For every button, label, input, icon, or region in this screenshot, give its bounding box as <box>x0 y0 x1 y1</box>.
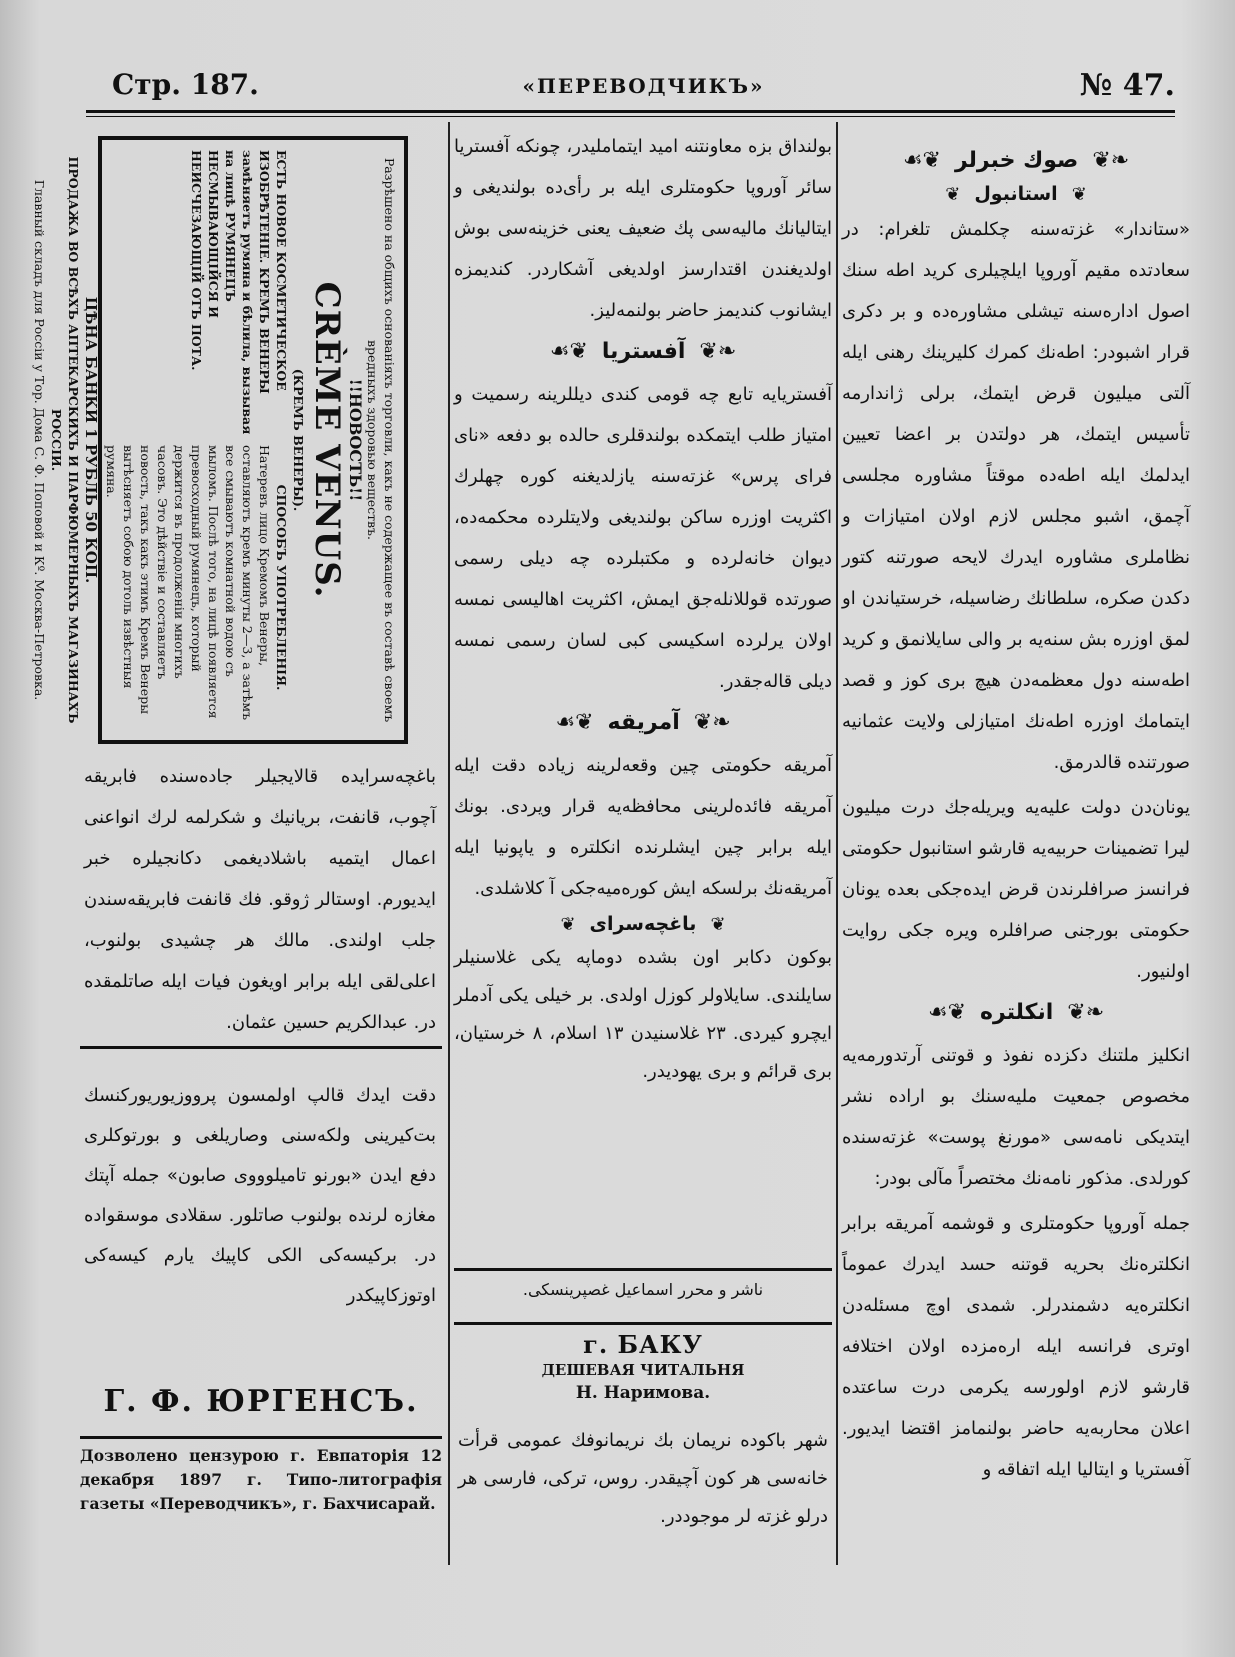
ad-product-name: CRÈME VENUS. <box>307 281 347 599</box>
ornament-icon: ❧❦ <box>699 339 737 364</box>
heading-austria-text: آفستریا <box>601 339 686 364</box>
heading-istanbul <box>842 183 1190 205</box>
america-paragraph: آمریقه حکومتی چین وقعه‌لرینه زیاده دقت ایله آمریقه فائده‌لرینی محافظه‌یه قرار ویردی. بونك ایله برابر چین ایشلرنده انکلتره و یاپونیا ایله آمریقه‌نك برلسکه ایش کوره‌میه‌جکی آ کلاشلدی. <box>454 755 832 899</box>
heading-bakhchisaray <box>454 913 832 935</box>
baku-reading-room-ad <box>454 1330 832 1405</box>
middle-separator-1 <box>454 1268 832 1271</box>
heading-istanbul-text: استانبول <box>974 183 1058 205</box>
intro-paragraph: بولنداق بزه معاونتنه امید ایتماملیدر، چونکه آفستریا سائر آوروپا حکومتلری ایله بر رأی‌ده بولندیغی و ایتالیانك مالیه‌سی پك ضعیف یعنی خزینه‌سی بوش اولدیغندن اقتدارسز اولدیغی آشکاردر. کندیمزه ایشانوب کندیمز حاضر بولنمه‌لیز. <box>454 136 832 321</box>
ad-permission: Разрѣшено на общихъ основаніяхъ торговли, какъ не содержащее въ составѣ своемъ вредныхъ здоровью веществъ. <box>365 157 397 723</box>
soap-advertisement: دقت ایدك قالپ اولمسون پرووزیوریورکنسك بت‌کیرینی ولکه‌سنی وصاریلغی و بورتوکلری دفع ایدن «بورنو تامیلوووی صابون» جمله آپتك مغازه لرنده بولنوب صاتلور. سقلادی موسقواده در. برکیسه‌کی الکی کاپیك یارم کیسه‌کی اوتوزکاپیکدر <box>84 1085 436 1306</box>
ad-price: ЦѢНА БАНКИ 1 РУБЛЬ 50 КОП. <box>82 296 100 584</box>
heading-bakhchisaray-text: باغچه‌سرای <box>589 913 697 935</box>
heading-latest-news <box>842 148 1190 173</box>
creme-venus-advertisement <box>32 136 408 744</box>
middle-column <box>454 126 832 1567</box>
left-separator-1 <box>80 1046 442 1049</box>
heading-austria <box>454 339 832 364</box>
header-rule-thick <box>86 110 1175 113</box>
ornament-icon: ❦☙ <box>902 148 941 173</box>
istanbul-paragraph-1: «ستاندار» غزته‌سنه چکلمش تلغرام: در سعادتده مقیم آوروپا ایلچیلری کرید اطه سنك اصول اداره‌سنه تیشلی مشاوره‌ده و بر دکری قرار اشبودر: اطه‌نك کمرك کلیرینك رهنی ایله آلتی میلیون قرض ایتمك، برلی ژاندارمه تأسیس ایتمك، هر دولتدن بر اعضا تعیین ایدلمك ایله اطه‌ده موقتاً مشاوره مجلسی آچمق، اشبو مجلس لازم اولان امتیازات و نظاملری مشاوره ایدرك لایحه صورتنه کتور دکدن صکره، سلطانك رضاسیله، خرستیاندن او لمق اوزره بش سنه‌یه بر والی سایلانمق و کرید اطه‌سنه دول معظمه‌دن هیچ بری کوز و قصد ایتمامك اوزره اطه‌نك امتیازلی ولایت عثمانیه صورتنده قالدرمق. <box>842 219 1190 773</box>
baku-reading-room: ДЕШЕВАЯ ЧИТАЛЬНЯ <box>541 1361 745 1379</box>
advertiser-signature: Г. Ф. ЮРГЕНСЪ. <box>103 1384 419 1419</box>
issue-number: № 47. <box>1079 68 1175 103</box>
heading-england-text: انکلتره <box>980 1000 1054 1025</box>
ornament-icon: ❦ <box>945 183 961 205</box>
column-divider-right <box>836 122 838 1565</box>
ad-sales: ПРОДАЖА ВО ВСѢХЪ АПТЕКАРСКИХЪ И ПАРФЮМЕРНЫХЪ МАГАЗИНАХЪ РОССІИ. <box>49 156 81 724</box>
column-divider-left <box>448 122 450 1565</box>
ornament-icon: ❧❦ <box>1092 148 1130 173</box>
publisher-line: ناشر و محرر اسماعیل غصپرینسکی. <box>522 1280 764 1299</box>
istanbul-paragraph-2: یونان‌دن دولت علیه‌یه ویریله‌جك درت میلیون لیرا تضمینات حربیه‌یه قارشو استانبول حکومتی فرانسز صرافلرندن قرض ایده‌جکی بعده یونان حکومتی بورجنی صرافلره ویره جکی روایت اولنیور. <box>842 797 1190 982</box>
ad-usage <box>103 445 290 730</box>
ornament-icon: ❦☙ <box>549 339 588 364</box>
ad-usage-text: Натеревъ лицо Кремомъ Венеры, оставляютъ кремъ минуты 2—3, а затѣмъ все смываютъ комнатной водою съ мыломъ. Послѣ того, на лицѣ появляется превосходный румянецъ, который держится въ продолженіи многихъ часовъ. Это дѣйствіе и составляетъ новость, такъ какъ этимъ Кремъ Венеры вытѣсняетъ собою дотоль извѣстныя румяна. <box>104 445 272 721</box>
baku-owner: Н. Наримова. <box>575 1383 711 1403</box>
england-paragraph-2: جمله آوروپا حکومتلری و قوشمه آمریقه برابر انکلتره‌نك بحریه قوتنه حسد ایدرك عموماً انکلتره‌یه دشمندرلر. شمدی اوچ مسئله‌دن اوتری فرانسه ایله اره‌مزده اولان اختلافه قارشو لازم اولورسه یکرمی درت ساعتده اعلان محاربه‌یه حاضر بولنمامز اقتضا ایدیور. آفستریا و ایتالیا ایله اتفاقه و <box>842 1213 1190 1480</box>
ornament-icon: ❦☙ <box>555 710 594 735</box>
ornament-icon: ❦ <box>1071 183 1087 205</box>
ornament-icon: ❦ <box>560 913 576 935</box>
heading-england <box>842 1000 1190 1025</box>
page-header <box>112 64 1175 116</box>
baku-text: شهر باکوده نریمان بك نریمانوفك عمومی قرأت خانه‌سی هر کون آچیقدر. روس، ترکی، فارسی هر درلو غزته لر موجوددر. <box>458 1430 828 1527</box>
header-rule-thin <box>86 116 1175 117</box>
middle-separator-2 <box>454 1322 832 1325</box>
ornament-icon: ❧❦ <box>693 710 731 735</box>
ornament-icon: ❦ <box>710 913 726 935</box>
ad-description: ЕСТЬ НОВОЕ КОСМЕТИЧЕСКОЕ ИЗОБРѢТЕНІЕ. КРЕМЪ ВЕНЕРЫ замѣняетъ румяна и бѣлила, вызывая на лицѣ РУМЯНЕЦЪ НЕСМЫВАЮЩІЙСЯ И НЕИСЧЕЗАЮЩІЙ ОТЪ ПОТА. <box>189 150 289 435</box>
ad-text-columns <box>103 150 290 730</box>
left-separator-2 <box>80 1436 442 1439</box>
censorship-note: Дозволено цензурою г. Евпаторія 12 декабря 1897 г. Типо-литографія газеты «Переводчикъ», г. Бахчисарай. <box>80 1446 442 1513</box>
ad-warehouse: Главный складъ для Россіи у Тор. Дома С. Ф. Поповой и Кº. Москва-Петровка. <box>32 179 47 701</box>
heading-america <box>454 710 832 735</box>
right-column <box>842 126 1190 1567</box>
ornament-icon: ❧❦ <box>1067 1000 1105 1025</box>
newspaper-title: «ПЕРЕВОДЧИКЪ» <box>522 74 765 98</box>
confectionery-announcement: باغچه‌سرایده قالایجیلر جاده‌سنده فابریقه آچوب، قانفت، بریانیك و شکرلمه لرك انواعنی اعمال ایتمیه باشلادیغمی دکانجیلره خبر ایدیورم. اوستالر ژوقو. فك قانفت فابریقه‌سندن جلب اولندی. مالك هر چشیدی بولنوب، اعلی‌لقی ایله برابر اویغون فیات ایله صاتلمقده در. عبدالکریم حسین عثمان. <box>84 766 436 1033</box>
ad-novelty: !!НОВОСТЬ!! <box>346 378 365 502</box>
page-number: Стр. 187. <box>112 68 259 101</box>
ad-product-subname: (КРЕМЪ ВЕНЕРЫ). <box>291 368 306 512</box>
baku-city: г. БАКУ <box>583 1330 703 1359</box>
heading-america-text: آمریقه <box>607 710 680 735</box>
england-paragraph-1: انکلیز ملتنك دکزده نفوذ و قوتنی آرتدورمه‌یه مخصوص جمعیت ملیه‌سنك بو اراده نشر ایتدیکی نامه‌سی «مورنغ پوست» غزته‌سنده کورلدی. مذکور نامه‌نك مختصراً مآلی بودر: <box>842 1045 1190 1189</box>
austria-paragraph: آفستریایه تابع چه قومی کندی دیللرینه رسمیت و امتیاز طلب ایتمکده بولندقلری حالده بو دفعه «نای فرای پرس» غزته‌سنه یازلدیغنه کوره چهلرك اکثریت اوزره ساکن بولندیغی ولایتلرده محکمه‌ده، دیوان خانه‌لرده و مکتبلرده چه دیلی رسمی صورتده قوللانله‌جق ایمش، اکثریت اهالیسی نمسه اولان یرلرده اسکیسی کبی لسان رسمی نمسه دیلی قاله‌جقدر. <box>454 384 832 692</box>
heading-latest-news-text: صوك خبرلر <box>954 148 1079 173</box>
ad-usage-title: СПОСОБЪ УПОТРЕБЛЕНІЯ. <box>274 484 289 691</box>
bakhchisaray-paragraph: بوکون دکابر اون بشده دوماپه یکی غلاسنیلر سایلندی. سایلاولر کوزل اولدی. بر خیلی یکی آدملر ایچرو کیردی. ۲۳ غلاسنیدن ۱۳ اسلام، ۸ خرستیان، بری قرائم و بری یهودیدر. <box>454 947 832 1082</box>
left-column <box>32 126 442 1567</box>
ornament-icon: ❦☙ <box>927 1000 967 1025</box>
ad-rotated-content <box>32 140 404 740</box>
